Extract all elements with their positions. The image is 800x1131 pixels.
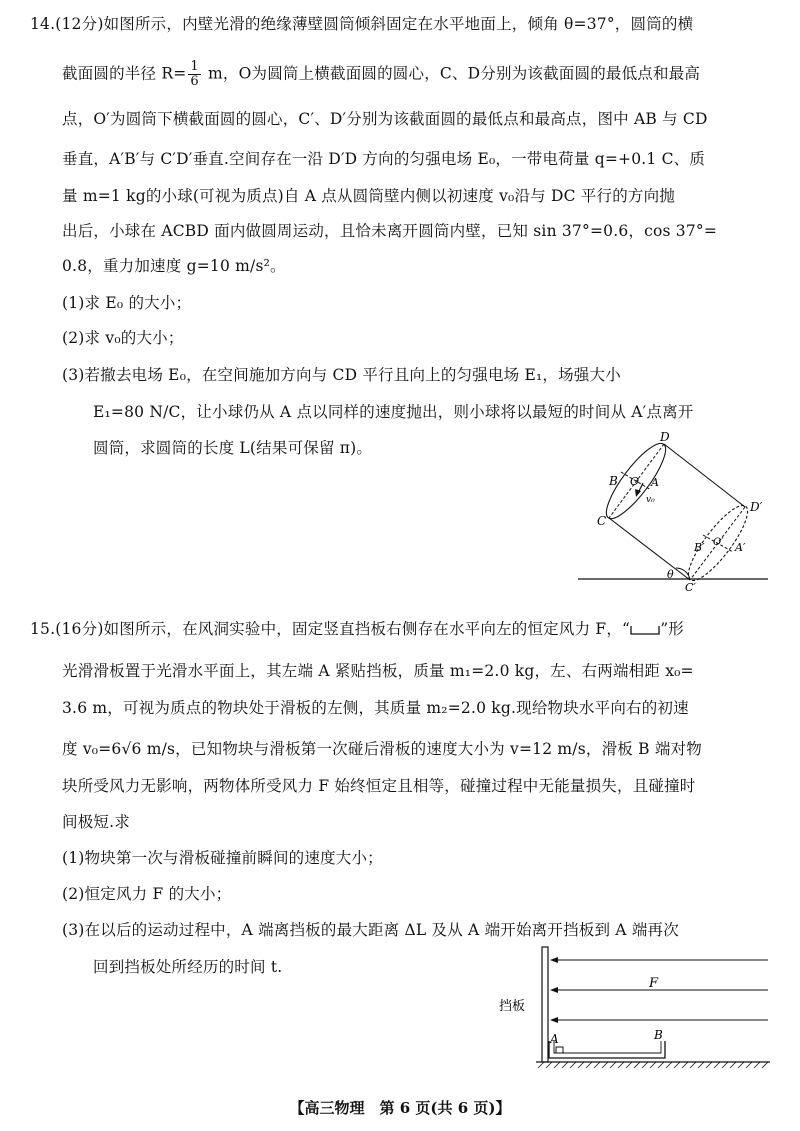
q15-sub-1: (1)物块第一次与滑板碰撞前瞬间的速度大小； (62, 849, 383, 867)
label-c-prime: C′ (685, 581, 696, 593)
slider-board (549, 1041, 665, 1058)
q14-sub-3a: (3)若撤去电场 E₀，在空间施加方向与 CD 平行且向上的匀强电场 E₁，场强大小 (62, 366, 621, 384)
q14-sub-2: (2)求 v₀的大小； (62, 329, 184, 347)
label-theta: θ (667, 568, 674, 581)
label-d: D (660, 430, 670, 444)
cylinder-figure (570, 428, 770, 593)
label-d-prime: D′ (750, 500, 763, 514)
label-a: A (651, 476, 659, 489)
label-b: B (609, 474, 618, 488)
radius-fraction (188, 60, 200, 89)
velocity-arrowhead (635, 489, 641, 497)
label-f: F (649, 976, 659, 991)
label-b-end: B (654, 1028, 663, 1042)
q14-line-1: 14.(12分)如图所示，内壁光滑的绝缘薄壁圆筒倾斜固定在水平地面上，倾角 θ=37°，圆筒的横 (30, 15, 694, 33)
baffle-plate (542, 947, 548, 1062)
small-block (556, 1047, 563, 1053)
q15-sub-3a: (3)在以后的运动过程中，A 端离挡板的最大距离 ΔL 及从 A 端开始离开挡板到 A 端再次 (62, 921, 679, 939)
q15-line-1b: ”形 (660, 620, 685, 638)
fraction-denominator: 6 (190, 74, 199, 89)
label-v0: v₀ (646, 495, 655, 505)
q15-line-5: 块所受风力无影响，两物体所受风力 F 始终恒定且相等，碰撞过程中无能量损失，且碰撞时 (62, 777, 696, 795)
q14-line-2 (62, 60, 700, 89)
cylinder-top-edge (664, 444, 745, 507)
label-baffle: 挡板 (499, 999, 526, 1014)
page-footer: 【高三物理 第 6 页(共 6 页)】 (289, 1099, 511, 1117)
label-a-end: A (550, 1032, 559, 1046)
q14-sub-1: (1)求 E₀ 的大小； (62, 294, 192, 312)
q14-line-6: 出后，小球在 ACBD 面内做圆周运动，且恰未离开圆筒内壁，已知 sin 37°=0.6，cos 37°= (62, 222, 718, 240)
label-b-prime: B′ (694, 541, 705, 554)
fraction-numerator: 1 (190, 59, 199, 74)
q15-line-3: 3.6 m，可视为质点的物块处于滑板的左侧，其质量 m₂=2.0 kg.现给物块水平向右的初速 (62, 699, 689, 717)
slider-board-inner (554, 1041, 661, 1053)
label-o: O (630, 475, 640, 488)
q15-line-4: 度 v₀=6√6 m/s，已知物块与滑板第一次碰后滑板的速度大小为 v=12 m/s，滑板 B 端对物 (62, 740, 702, 758)
q15-line-1a: 15.(16分)如图所示，在风洞实验中，固定竖直挡板右侧存在水平向左的恒定风力 F，“ (30, 620, 631, 638)
q14-line-5: 量 m=1 kg的小球(可视为质点)自 A 点从圆筒壁内侧以初速度 v₀沿与 DC 平行的方向抛 (62, 187, 675, 205)
q15-line-6: 间极短.求 (62, 813, 130, 831)
q15-sub-2: (2)恒定风力 F 的大小； (62, 885, 232, 903)
cylinder-bottom-edge (609, 518, 690, 580)
q14-line-2a: 截面圆的半径 R= (62, 64, 187, 83)
q15-sub-3b: 回到挡板处所经历的时间 t. (93, 958, 283, 976)
label-o-prime: O′ (713, 537, 724, 548)
label-a-prime: A′ (735, 541, 746, 554)
floor-hatching (538, 1062, 768, 1068)
q14-line-3: 点，O′为圆筒下横截面圆的圆心，C′、D′分别为该截面圆的最低点和最高点，图中 AB 与 CD (62, 110, 708, 128)
q14-line-7: 0.8，重力加速度 g=10 m/s²。 (62, 257, 286, 275)
q14-line-2b: m，O为圆筒上横截面圆的圆心，C、D分别为该截面圆的最低点和最高 (202, 64, 701, 83)
q15-line-1 (30, 617, 684, 639)
label-c: C (597, 514, 607, 528)
wind-tunnel-figure (495, 942, 775, 1072)
q15-line-2: 光滑滑板置于光滑水平面上，其左端 A 紧贴挡板，质量 m₁=2.0 kg，左、右两端相距 x₀= (62, 662, 694, 680)
q14-sub-3b: E₁=80 N/C，让小球仍从 A 点以同样的速度抛出，则小球将以最短的时间从 A′点离开 (93, 403, 694, 421)
q14-line-4: 垂直，A′B′与 C′D′垂直.空间存在一沿 D′D 方向的匀强电场 E₀，一带电荷量 q=+0.1 C、质 (62, 150, 706, 168)
q14-sub-3c: 圆筒，求圆筒的长度 L(结果可保留 π)。 (93, 439, 373, 457)
slider-shape-icon (630, 624, 660, 636)
